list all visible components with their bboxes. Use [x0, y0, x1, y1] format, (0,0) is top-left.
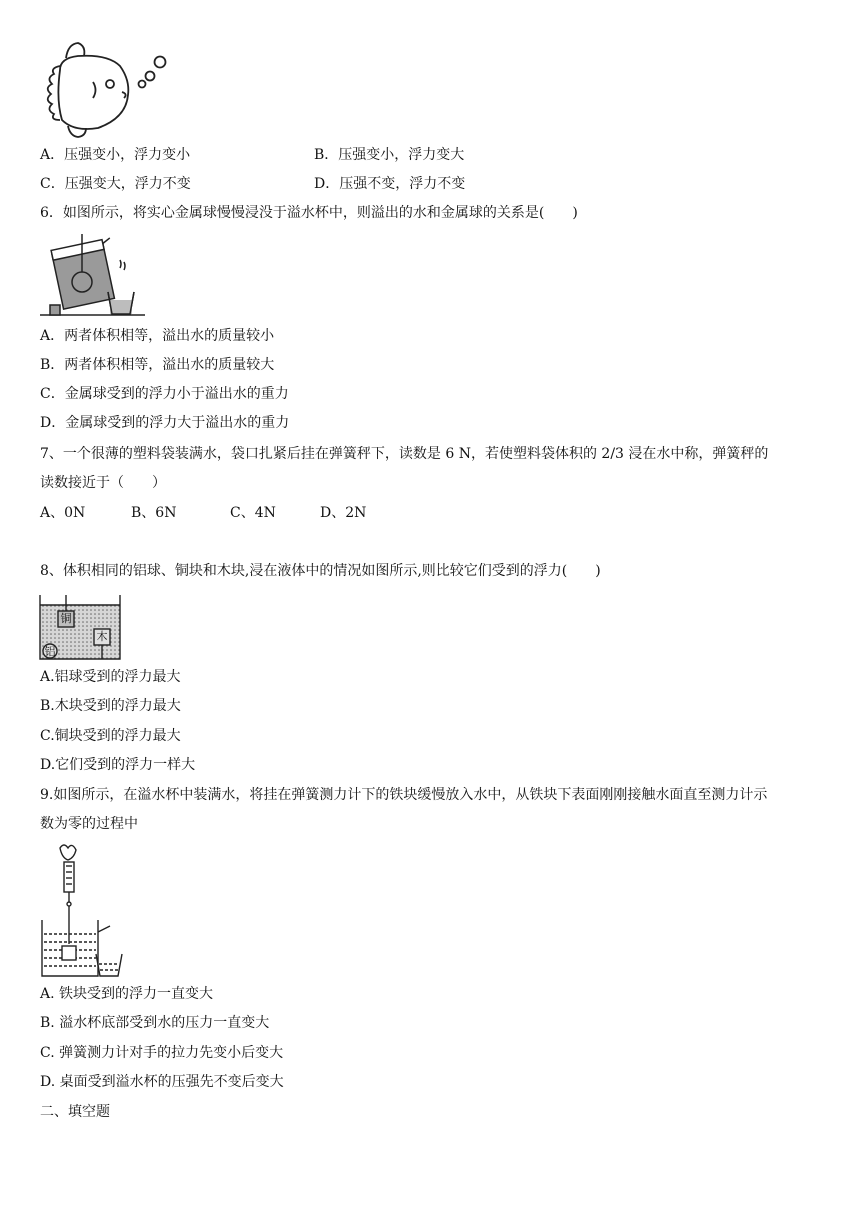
q5-option-a: A．压强变小，浮力变小	[40, 147, 191, 163]
q9-option-b: B. 溢水杯底部受到水的压力一直变大	[40, 1015, 270, 1031]
q6-option-d: D．金属球受到的浮力大于溢出水的重力	[40, 415, 290, 431]
q8-option-c: C.铜块受到的浮力最大	[40, 728, 181, 744]
q9-option-c: C. 弹簧测力计对手的拉力先变小后变大	[40, 1045, 284, 1061]
q6-option-a: A．两者体积相等，溢出水的质量较小	[40, 328, 275, 344]
q7-stem-line1: 7、一个很薄的塑料袋装满水，袋口扎紧后挂在弹簧秤下，读数是 6 N，若使塑料袋体积的 2/3 浸在水中称，弹簧秤的	[40, 446, 769, 462]
liquid-container-figure	[38, 593, 122, 661]
q8-stem: 8、体积相同的铝球、铜块和木块,浸在液体中的情况如图所示,则比较它们受到的浮力( )	[40, 563, 601, 579]
q5-option-d: D．压强不变，浮力不变	[314, 176, 466, 192]
section-heading: 二、填空题	[40, 1104, 110, 1120]
overflow-cup-figure	[40, 230, 150, 320]
q9-stem-line1: 9.如图所示，在溢水杯中装满水，将挂在弹簧测力计下的铁块缓慢放入水中，从铁块下表面刚刚接触水面直至测力计示	[40, 787, 768, 803]
label-aluminum: 铝	[44, 645, 56, 658]
q7-option-b: B、6N	[131, 505, 177, 521]
q8-option-b: B.木块受到的浮力最大	[40, 698, 181, 714]
q7-option-a: A、0N	[40, 505, 86, 521]
label-copper: 铜	[60, 612, 72, 625]
q6-option-b: B．两者体积相等，溢出水的质量较大	[40, 357, 275, 373]
q9-option-d: D. 桌面受到溢水杯的压强先不变后变大	[40, 1074, 284, 1090]
spring-scale-figure	[38, 842, 128, 978]
q7-stem-line2: 读数接近于（ ）	[40, 475, 166, 491]
q9-option-a: A. 铁块受到的浮力一直变大	[40, 986, 214, 1002]
q7-option-c: C、4N	[230, 505, 276, 521]
q9-stem-line2: 数为零的过程中	[40, 816, 138, 832]
fish-figure	[38, 40, 168, 140]
q8-option-a: A.铝球受到的浮力最大	[40, 669, 181, 685]
q5-option-b: B．压强变小，浮力变大	[314, 147, 465, 163]
q6-stem: 6．如图所示，将实心金属球慢慢浸没于溢水杯中，则溢出的水和金属球的关系是( )	[40, 205, 578, 221]
q6-option-c: C．金属球受到的浮力小于溢出水的重力	[40, 386, 289, 402]
q5-option-c: C．压强变大，浮力不变	[40, 176, 191, 192]
q7-option-d: D、2N	[320, 505, 367, 521]
label-wood: 木	[96, 630, 108, 643]
q8-option-d: D.它们受到的浮力一样大	[40, 757, 196, 773]
